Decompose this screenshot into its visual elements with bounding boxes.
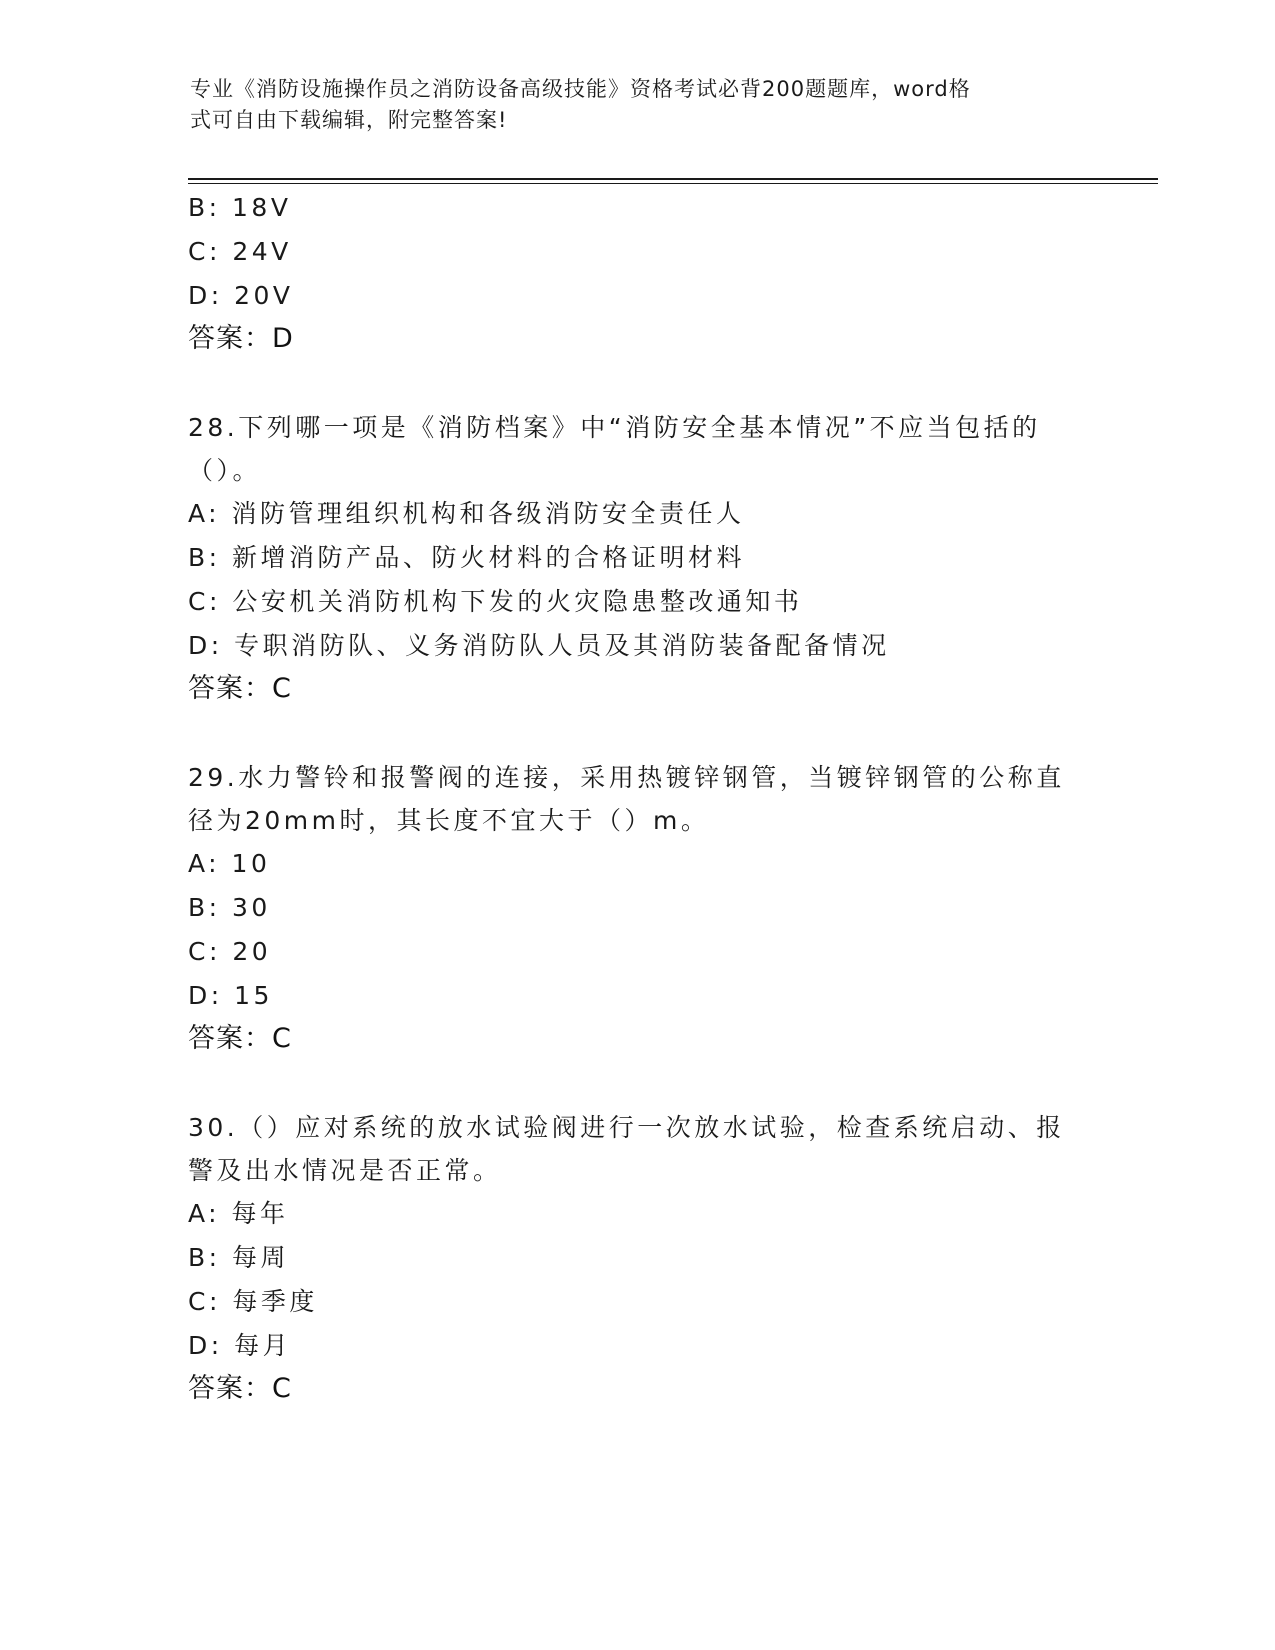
q30-stem-line-1: 30.（）应对系统的放水试验阀进行一次放水试验，检查系统启动、报 (188, 1113, 1065, 1142)
header-divider-thick (188, 178, 1158, 180)
header-line-1: 专业《消防设施操作员之消防设备高级技能》资格考试必背200题题库，word格 (190, 77, 971, 101)
q27-answer: 答案：D (188, 323, 294, 354)
q29-option-b: B: 30 (188, 893, 271, 922)
header-line-2: 式可自由下载编辑，附完整答案! (190, 108, 508, 132)
q27-option-c: C: 24V (188, 237, 292, 266)
q30-answer: 答案：C (188, 1373, 292, 1404)
q30-option-b: B: 每周 (188, 1243, 290, 1272)
q29-option-c: C: 20 (188, 937, 272, 966)
q30-option-c: C: 每季度 (188, 1287, 318, 1316)
q30-stem-line-2: 警及出水情况是否正常。 (188, 1156, 502, 1185)
q28-option-d: D: 专职消防队、义务消防队人员及其消防装备配备情况 (188, 631, 890, 660)
q27-option-b: B: 18V (188, 193, 292, 222)
q27-option-d: D: 20V (188, 281, 294, 310)
header-divider-thin (188, 183, 1158, 184)
document-header (190, 74, 1070, 136)
q28-stem-line-2: （）。 (188, 456, 262, 485)
q28-option-c: C: 公安机关消防机构下发的火灾隐患整改通知书 (188, 587, 803, 616)
q28-answer: 答案：C (188, 673, 292, 704)
q30-option-d: D: 每月 (188, 1331, 292, 1360)
q29-stem-line-2: 径为20mm时，其长度不宜大于（）m。 (188, 806, 710, 835)
q29-stem-line-1: 29.水力警铃和报警阀的连接，采用热镀锌钢管，当镀锌钢管的公称直 (188, 763, 1065, 792)
q29-option-a: A: 10 (188, 849, 271, 878)
q30-option-a: A: 每年 (188, 1199, 289, 1228)
q29-answer: 答案：C (188, 1023, 292, 1054)
q29-option-d: D: 15 (188, 981, 273, 1010)
q28-option-a: A: 消防管理组织机构和各级消防安全责任人 (188, 499, 745, 528)
q28-option-b: B: 新增消防产品、防火材料的合格证明材料 (188, 543, 746, 572)
q28-stem-line-1: 28.下列哪一项是《消防档案》中“消防安全基本情况”不应当包括的 (188, 413, 1041, 442)
